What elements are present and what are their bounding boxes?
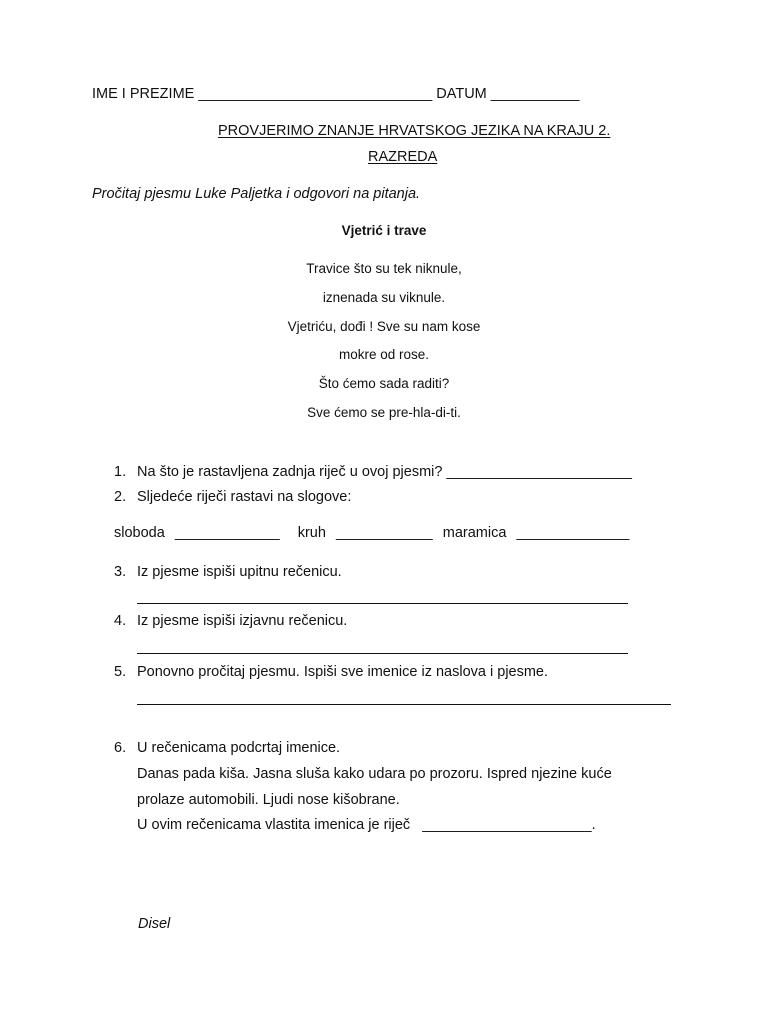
poem-line: Što ćemo sada raditi?	[318, 376, 450, 391]
question-text: Iz pjesme ispiši izjavnu rečenicu.	[137, 613, 348, 629]
poem-line: Vjetriću, dođi ! Sve su nam kose	[287, 319, 481, 334]
date-blank[interactable]: ___________	[490, 86, 580, 102]
answer-line[interactable]	[137, 603, 628, 604]
answer-blank[interactable]: ____________	[335, 525, 433, 541]
header-row	[92, 86, 580, 102]
poem-line: Sve ćemo se pre-hla-di-ti.	[307, 405, 461, 420]
poem-line: Travice što su tek niknule,	[306, 261, 462, 276]
question-number: 3.	[114, 564, 127, 580]
question-text: Sljedeće riječi rastavi na slogove:	[137, 489, 352, 505]
poem-line: iznenada su viknule.	[322, 290, 446, 305]
question-text: Ponovno pročitaj pjesmu. Ispiši sve imenice iz naslova i pjesme.	[137, 664, 549, 680]
worksheet-title-line2: RAZREDA	[368, 149, 438, 165]
q6-sentences-line1: Danas pada kiša. Jasna sluša kako udara po prozoru. Ispred njezine kuće	[137, 766, 612, 782]
question-number: 5.	[114, 664, 127, 680]
syllable-word: maramica	[442, 525, 507, 541]
q6-period: .	[591, 817, 596, 833]
worksheet-title-line1: PROVJERIMO ZNANJE HRVATSKOG JEZIKA NA KRAJU 2.	[218, 123, 611, 139]
instruction-text: Pročitaj pjesmu Luke Paljetka i odgovori na pitanja.	[92, 186, 421, 202]
question-number: 6.	[114, 740, 127, 756]
syllable-word: sloboda	[114, 525, 165, 541]
answer-blank[interactable]: _______________________	[446, 464, 632, 480]
name-label: IME I PREZIME	[92, 86, 195, 102]
question-text: Iz pjesme ispiši upitnu rečenicu.	[137, 564, 342, 580]
poem-title: Vjetrić i trave	[341, 223, 427, 238]
question-text: Na što je rastavljena zadnja riječ u ovoj pjesmi?	[137, 464, 443, 480]
date-label: DATUM	[436, 86, 487, 102]
question-number: 4.	[114, 613, 127, 629]
syllable-row	[114, 525, 629, 541]
q6-proper-noun-prompt: U ovim rečenicama vlastita imenica je riječ	[137, 817, 411, 833]
syllable-word: kruh	[297, 525, 326, 541]
question-1	[137, 464, 632, 480]
answer-blank[interactable]: ______________	[516, 525, 630, 541]
poem-line: mokre od rose.	[338, 347, 430, 362]
answer-blank[interactable]: _____________________	[422, 817, 592, 833]
signature: Disel	[138, 916, 171, 932]
question-number: 2.	[114, 489, 127, 505]
q6-sentences-line2: prolaze automobili. Ljudi nose kišobrane.	[137, 792, 400, 808]
answer-line[interactable]	[137, 653, 628, 654]
answer-blank[interactable]: _____________	[174, 525, 280, 541]
question-text: U rečenicama podcrtaj imenice.	[137, 740, 341, 756]
answer-line[interactable]	[137, 704, 671, 705]
name-blank[interactable]: _____________________________	[198, 86, 433, 102]
q6-proper-noun-row	[137, 817, 596, 833]
question-number: 1.	[114, 464, 127, 480]
